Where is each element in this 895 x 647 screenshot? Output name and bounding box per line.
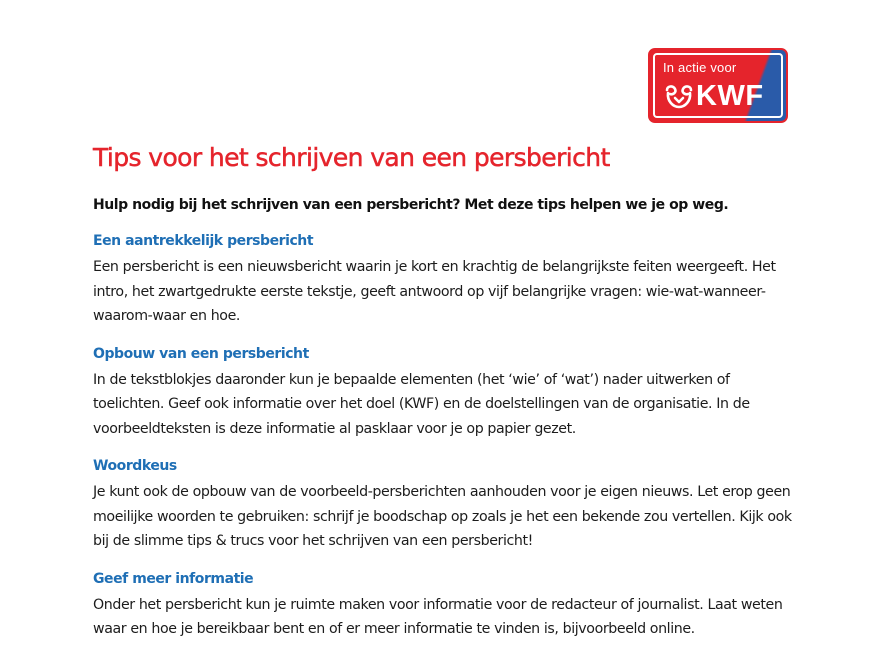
section-body: Je kunt ook de opbouw van de voorbeeld-persberichten aanhouden voor je eigen nieuws. Let erop geen moeilijke woorden te gebruiken: schrijf je boodschap op zoals je het een bekende zou vertellen. Kijk ook bij de slimme tips & trucs voor het schrijven van een persbericht! xyxy=(93,484,792,549)
logo-tagline: In actie voor xyxy=(663,60,737,75)
section-opbouw xyxy=(93,343,803,442)
kwf-emblem-icon xyxy=(664,84,694,110)
section-meer-informatie xyxy=(93,568,803,642)
section-body: In de tekstblokjes daaronder kun je bepaalde elementen (het ‘wie’ of ‘wat’) nader uitwerken of toelichten. Geef ook informatie over het doel (KWF) en de doelstellingen van de organisatie. In de voorbeeldteksten is deze informatie al pasklaar voor je op papier gezet. xyxy=(93,371,750,437)
page-title: Tips voor het schrijven van een persbericht xyxy=(93,143,610,172)
section-aantrekkelijk xyxy=(93,230,803,329)
kwf-logo xyxy=(648,48,788,123)
section-body: Een persbericht is een nieuwsbericht waarin je kort en krachtig de belangrijkste feiten weergeeft. Het intro, het zwartgedrukte eerste tekstje, geeft antwoord op vijf belangrijke vragen: wie-wat-wanneer- waarom-waar en hoe. xyxy=(93,259,776,324)
section-heading: Woordkeus xyxy=(93,458,177,474)
intro-text: Hulp nodig bij het schrijven van een persbericht? Met deze tips helpen we je op weg. xyxy=(93,197,729,213)
section-heading: Een aantrekkelijk persbericht xyxy=(93,233,314,249)
document-content xyxy=(93,140,803,642)
logo-wordmark: KWF xyxy=(696,80,764,112)
section-woordkeus xyxy=(93,455,803,554)
section-body: Onder het persbericht kun je ruimte maken voor informatie voor de redacteur of journalist. Laat weten waar en hoe je bereikbaar bent en of er meer informatie te vinden is, bijvoorbeeld online. xyxy=(93,596,783,637)
section-heading: Opbouw van een persbericht xyxy=(93,345,309,362)
section-heading: Geef meer informatie xyxy=(93,570,254,587)
